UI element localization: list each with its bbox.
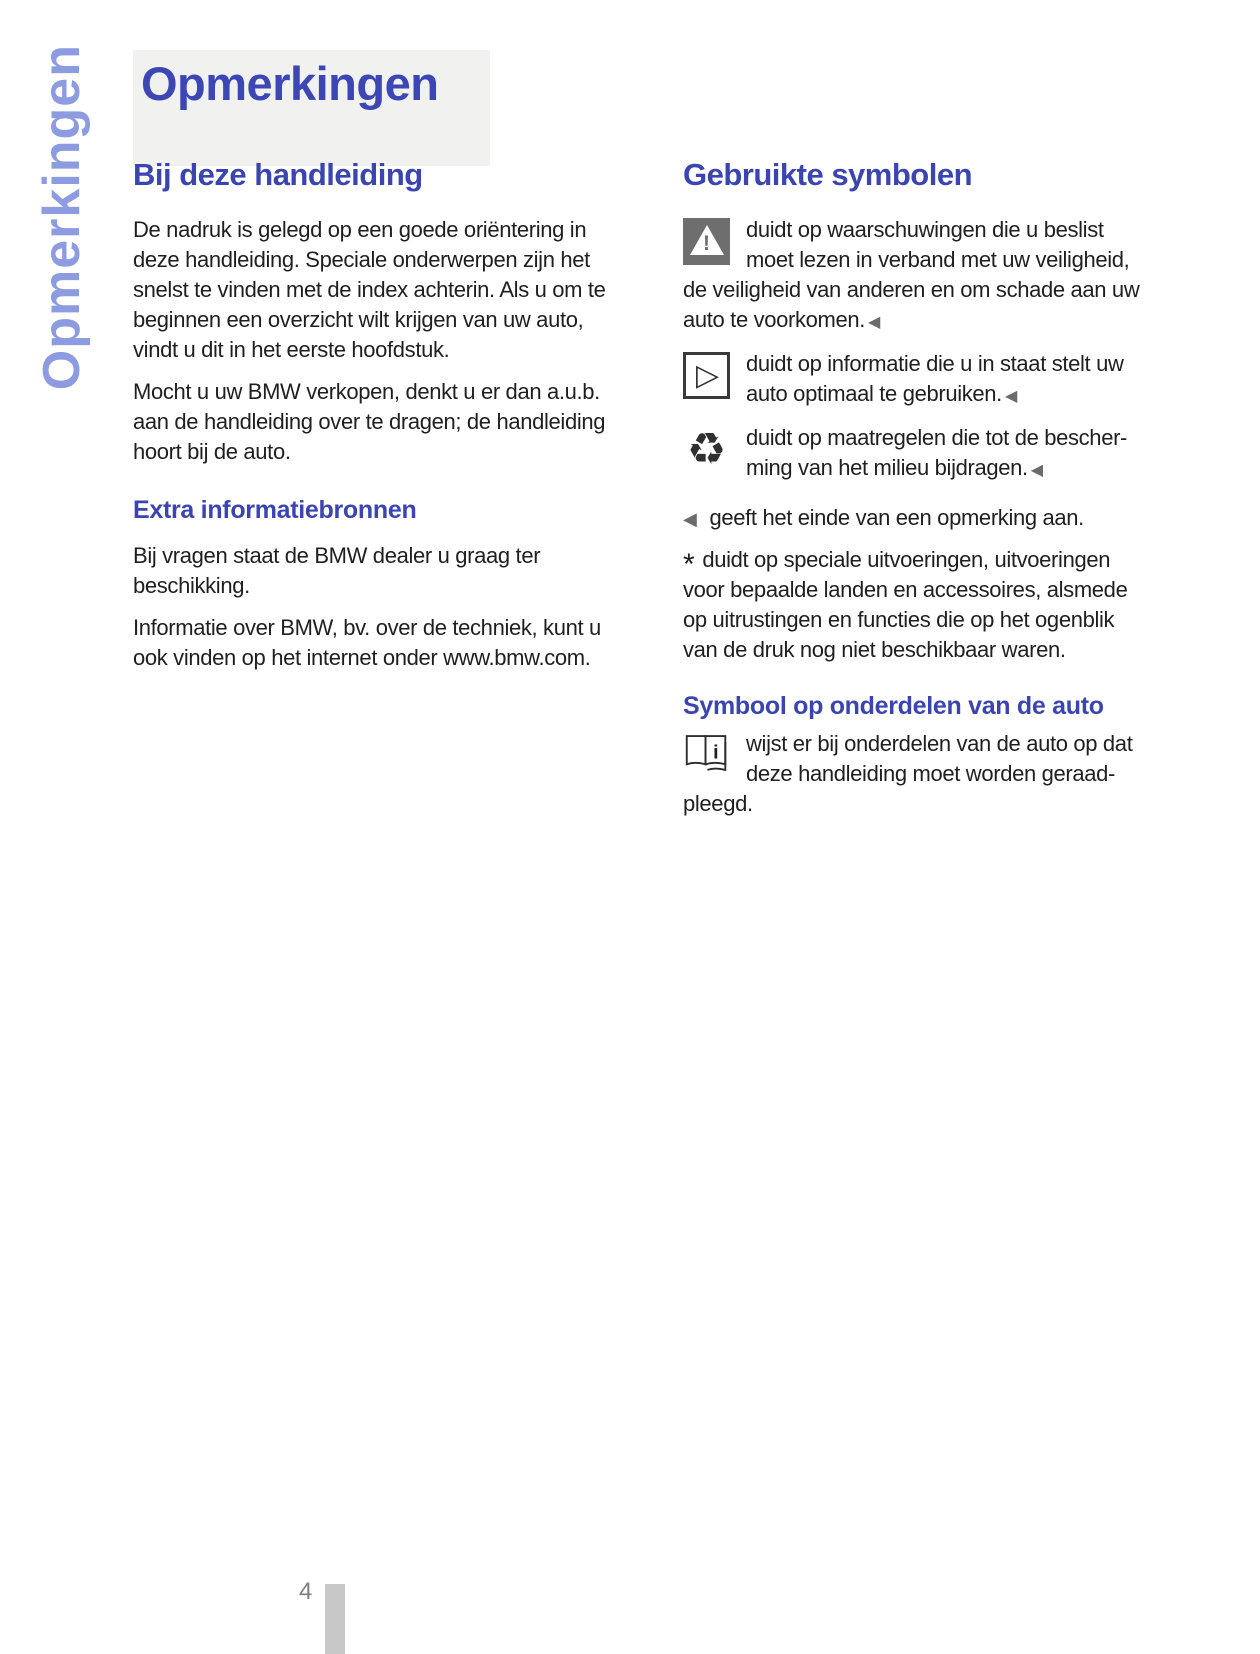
paragraph: Mocht u uw BMW verkopen, denkt u er dan a.u.b. aan de handleiding over te dragen; de handleiding hoort bij de auto. [133, 379, 606, 464]
symbol-item-warning [683, 215, 1140, 337]
symbol-item-info [683, 349, 1135, 411]
subsection-heading-symbool-op-onderdelen: Symbool op onderdelen van de auto [683, 692, 1104, 720]
symbol-text-line: pleegd. [683, 791, 753, 816]
symbol-text-line: van de druk nog niet beschikbaar waren. [683, 637, 1066, 662]
left-column [133, 157, 611, 685]
play-triangle-icon [683, 352, 730, 399]
page-number: 4 [299, 1578, 313, 1605]
symbol-item-environment [683, 423, 1135, 485]
end-of-note-arrow-icon: ◀ [1004, 386, 1018, 405]
end-of-note-arrow-icon: ◀ [868, 312, 881, 331]
paragraph: Informatie over BMW, bv. over de techniek, kunt u ook vinden op het internet onder www.bmw.com. [133, 615, 601, 670]
paragraph: De nadruk is gelegd op een goede oriëntering in deze handleiding. Speciale onderwerpen zijn het snelst te vinden met de index achterin. Als u om te beginnen een overzicht wilt krijgen van uw auto, vindt u dit in het eerste hoofdstuk. [133, 217, 606, 362]
symbol-text-line: auto te voorkomen. ◀ [683, 307, 881, 332]
right-column [683, 157, 1140, 831]
asterisk-note [683, 545, 1135, 665]
symbol-text-line: deze handleiding moet worden geraad- [746, 761, 1115, 786]
symbol-item-book [683, 729, 1135, 819]
warning-triangle-icon [683, 218, 730, 265]
symbol-text-line: wijst er bij onderdelen van de auto op dat [746, 731, 1133, 756]
page-number-bar [325, 1584, 345, 1654]
section-heading-bij-deze-handleiding: Bij deze handleiding [133, 157, 423, 192]
symbol-text-line: duidt op waarschuwingen die u beslist [746, 217, 1104, 242]
end-of-note-legend: ◀ geeft het einde van een opmerking aan. [683, 505, 1084, 530]
symbol-text-line: auto optimaal te gebruiken. ◀ [746, 381, 1018, 406]
symbol-text-line: ming van het milieu bijdragen. ◀ [746, 455, 1044, 480]
recycle-icon [683, 426, 730, 473]
symbol-text-line: op uitrustingen en functies die op het ogenblik [683, 607, 1115, 632]
svg-text:i: i [713, 741, 719, 764]
symbol-text-line: de veiligheid van anderen en om schade aan uw [683, 277, 1140, 302]
sidebar-chapter-label: Opmerkingen [33, 44, 91, 391]
open-book-info-icon [683, 732, 730, 774]
symbol-text-line: duidt op informatie die u in staat stelt uw [746, 351, 1124, 376]
left-arrow-icon: ◀ [683, 509, 697, 530]
section-heading-gebruikte-symbolen: Gebruikte symbolen [683, 157, 973, 192]
symbol-text-line: moet lezen in verband met uw veiligheid, [746, 247, 1130, 272]
symbol-text-line: duidt op maatregelen die tot de bescher- [746, 425, 1128, 450]
title-band [133, 50, 490, 166]
paragraph: Bij vragen staat de BMW dealer u graag ter beschikking. [133, 543, 541, 598]
page-title: Opmerkingen [141, 57, 439, 110]
symbol-text-line: * duidt op speciale uitvoeringen, uitvoeringen [683, 547, 1111, 581]
symbol-text-line: voor bepaalde landen en accessoires, alsmede [683, 577, 1128, 602]
end-of-note-arrow-icon: ◀ [1030, 460, 1044, 479]
subsection-heading-extra-informatiebronnen: Extra informatiebronnen [133, 496, 417, 524]
